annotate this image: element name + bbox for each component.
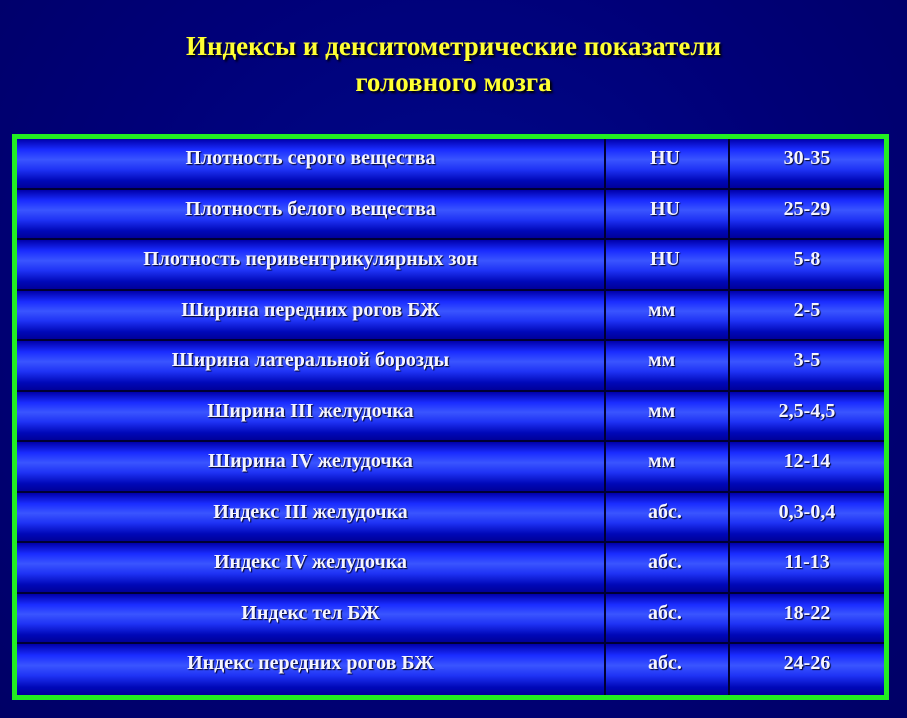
table-cell-parameter: Индекс III желудочка xyxy=(17,493,606,544)
slide-title-line-1: Индексы и денситометрические показатели xyxy=(185,31,722,61)
table-cell-unit: мм xyxy=(606,291,730,342)
table-cell-value: 12-14 xyxy=(730,442,884,493)
table-cell-unit: абс. xyxy=(606,644,730,695)
slide-title-line-2: головного мозга xyxy=(355,67,552,97)
table-cell-unit: абс. xyxy=(606,543,730,594)
table-cell-value: 2-5 xyxy=(730,291,884,342)
table-cell-value: 2,5-4,5 xyxy=(730,392,884,443)
table-cell-parameter: Ширина латеральной борозды xyxy=(17,341,606,392)
table-cell-unit: мм xyxy=(606,341,730,392)
table-cell-unit: абс. xyxy=(606,493,730,544)
table-cell-value: 11-13 xyxy=(730,543,884,594)
table-cell-value: 30-35 xyxy=(730,139,884,190)
table-cell-parameter: Плотность белого вещества xyxy=(17,190,606,241)
table-cell-parameter: Плотность серого вещества xyxy=(17,139,606,190)
table-cell-parameter: Индекс IV желудочка xyxy=(17,543,606,594)
table-cell-unit: мм xyxy=(606,392,730,443)
slide-title xyxy=(0,28,907,100)
table-cell-value: 3-5 xyxy=(730,341,884,392)
table-cell-parameter: Индекс тел БЖ xyxy=(17,594,606,645)
table-cell-unit: абс. xyxy=(606,594,730,645)
table-cell-value: 24-26 xyxy=(730,644,884,695)
indices-table-grid xyxy=(17,139,884,695)
table-cell-unit: HU xyxy=(606,139,730,190)
table-cell-parameter: Плотность перивентрикулярных зон xyxy=(17,240,606,291)
indices-table xyxy=(12,134,889,700)
table-cell-value: 0,3-0,4 xyxy=(730,493,884,544)
table-cell-value: 25-29 xyxy=(730,190,884,241)
table-cell-parameter: Индекс передних рогов БЖ xyxy=(17,644,606,695)
table-cell-parameter: Ширина IV желудочка xyxy=(17,442,606,493)
table-cell-value: 18-22 xyxy=(730,594,884,645)
table-cell-parameter: Ширина передних рогов БЖ xyxy=(17,291,606,342)
table-cell-parameter: Ширина III желудочка xyxy=(17,392,606,443)
table-cell-unit: HU xyxy=(606,240,730,291)
table-cell-unit: HU xyxy=(606,190,730,241)
table-cell-value: 5-8 xyxy=(730,240,884,291)
table-cell-unit: мм xyxy=(606,442,730,493)
